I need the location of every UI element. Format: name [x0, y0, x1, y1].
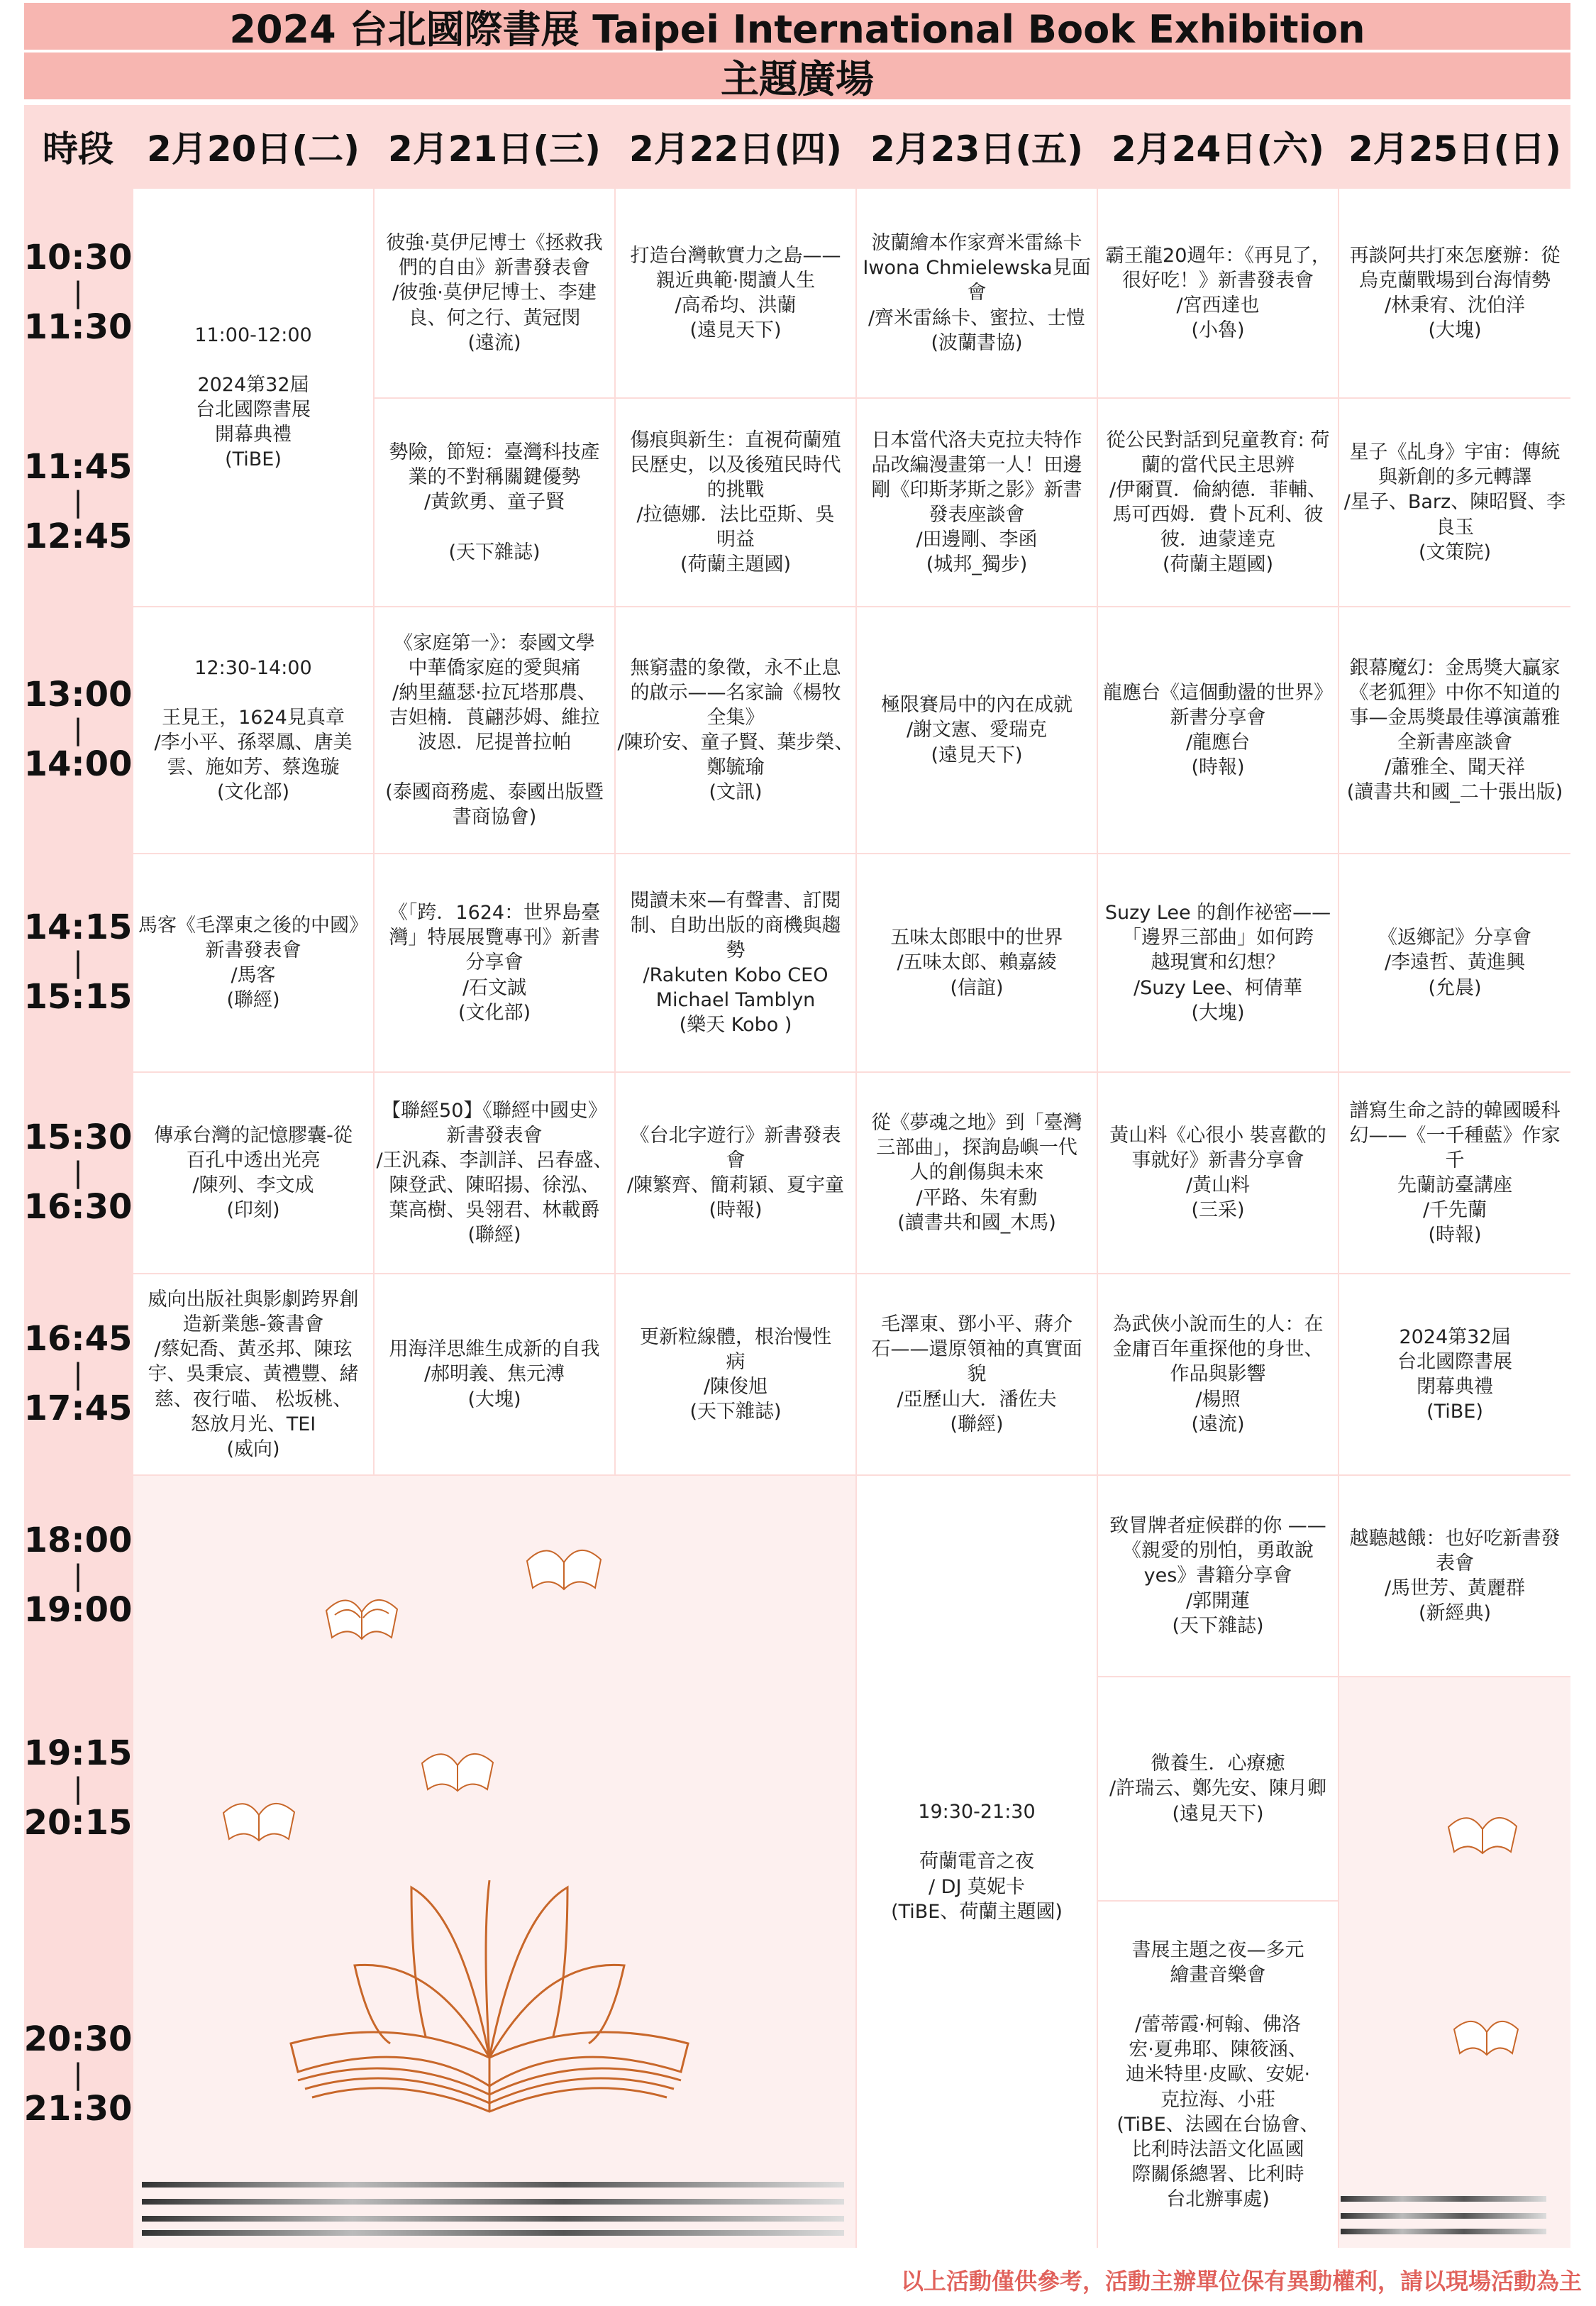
- time-slot: 15:30 | 16:30: [23, 1118, 133, 1227]
- event-cell: 用海洋思維生成新的自我 /郝明義、焦元溥 (大塊): [375, 1274, 614, 1474]
- event-cell: Suzy Lee 的創作祕密—— 「邊界三部曲」如何跨 越現實和幻想？ /Suzy Lee、柯倩華 (大塊): [1098, 854, 1338, 1071]
- time-slot: 16:45 | 17:45: [23, 1319, 133, 1428]
- header-day-0220: 2月20日(二): [146, 128, 360, 170]
- event-cell: 為武俠小說而生的人：在 金庸百年重探他的身世、 作品與影響 /楊照 (遠流): [1098, 1274, 1338, 1474]
- event-cell: 傳承台灣的記憶膠囊-從 百孔中透出光亮 /陳列、李文成 (印刻): [133, 1073, 373, 1273]
- event-cell: 《「跨．1624：世界島臺 灣」特展展覽專刊》新書 分享會 /石文誠 (文化部): [375, 854, 614, 1071]
- page-title: 2024 台北國際書展 Taipei International Book Exhibition: [24, 3, 1570, 50]
- event-cell: 極限賽局中的內在成就 /謝文憲、愛瑞克 (遠見天下): [857, 607, 1097, 853]
- event-cell: 馬客《毛澤東之後的中國》 新書發表會 /馬客 (聯經): [133, 854, 373, 1071]
- event-cell: 日本當代洛夫克拉夫特作 品改編漫畫第一人！田邊 剛《印斯茅斯之影》新書 發表座談會 /田邊剛、李函 (城邦_獨步): [857, 399, 1097, 606]
- time-slot: 13:00 | 14:00: [23, 675, 133, 784]
- event-cell: 傷痕與新生：直視荷蘭殖 民歷史，以及後殖民時代 的挑戰 /拉德娜．法比亞斯、吳 明益 (荷蘭主題國): [616, 399, 855, 606]
- event-cell: 銀幕魔幻：金馬獎大贏家 《老狐狸》中你不知道的 事—金馬獎最佳導演蕭雅 全新書座談會 /蕭雅全、聞天祥 (讀書共和國_二十張出版): [1339, 607, 1570, 853]
- event-cell: 11:00-12:00 2024第32屆 台北國際書展 開幕典禮 (TiBE): [133, 189, 373, 606]
- event-cell: 2024第32屆 台北國際書展 閉幕典禮 (TiBE): [1339, 1274, 1570, 1474]
- book-stack-decoration: [1341, 2182, 1546, 2239]
- event-cell: 致冒牌者症候群的你 —— 《親愛的別怕，勇敢說 yes》書籍分享會 /郭開蓮 (天下雜誌): [1098, 1476, 1338, 1676]
- time-slot: 18:00 | 19:00: [23, 1521, 133, 1630]
- page-subtitle: 主題廣場: [24, 53, 1570, 99]
- open-book-icon: [270, 1873, 709, 2129]
- header-day-0222: 2月22日(四): [628, 128, 843, 170]
- time-slot: 11:45 | 12:45: [23, 447, 133, 556]
- flying-book-icon: [514, 1526, 614, 1604]
- flying-book-icon: [1440, 1795, 1525, 1866]
- event-cell: 毛澤東、鄧小平、蔣介 石——還原領袖的真實面 貌 /亞歷山大．潘佐夫 (聯經): [857, 1274, 1097, 1474]
- event-cell: 譜寫生命之詩的韓國暖科 幻——《一千種藍》作家千 先蘭訪臺講座 /千先蘭 (時報): [1339, 1073, 1570, 1273]
- flying-book-icon: [213, 1781, 305, 1852]
- time-slot: 19:15 | 20:15: [23, 1733, 133, 1843]
- event-cell: 更新粒線體，根治慢性 病 /陳俊旭 (天下雜誌): [616, 1274, 855, 1474]
- flying-book-icon: [411, 1731, 504, 1802]
- flying-book-icon: [1447, 2001, 1525, 2065]
- event-cell: 【聯經50】《聯經中國史》 新書發表會 /王汎森、李訓詳、呂春盛、 陳登武、陳昭揚、徐泓、 葉高樹、吳翎君、林載爵 (聯經): [375, 1073, 614, 1273]
- schedule-grid: [24, 105, 1570, 2248]
- time-slot: 10:30 | 11:30: [23, 238, 133, 347]
- event-cell: 19:30-21:30 荷蘭電音之夜 / DJ 莫妮卡 (TiBE、荷蘭主題國): [857, 1476, 1097, 2248]
- event-cell: 打造台灣軟實力之島—— 親近典範·閱讀人生 /高希均、洪蘭 (遠見天下): [616, 189, 855, 397]
- event-cell: 霸王龍20週年：《再見了， 很好吃！》新書發表會 /宮西達也 (小魯): [1098, 189, 1338, 397]
- event-cell: 勢險，節短：臺灣科技產 業的不對稱關鍵優勢 /黃欽勇、童子賢 (天下雜誌): [375, 399, 614, 606]
- header-day-0224: 2月24日(六): [1111, 128, 1325, 170]
- footer-disclaimer: 以上活動僅供參考，活動主辦單位保有異動權利，請以現場活動為主: [900, 2268, 1582, 2295]
- event-cell: 從《夢魂之地》到「臺灣 三部曲」，探詢島嶼一代 人的創傷與未來 /平路、朱宥勳 (讀書共和國_木馬): [857, 1073, 1097, 1273]
- time-slot: 14:15 | 15:15: [23, 907, 133, 1017]
- event-cell: 12:30-14:00 王見王，1624見真章 /李小平、孫翠鳳、唐美 雲、施如芳、蔡逸璇 (文化部): [133, 607, 373, 853]
- event-cell: 龍應台《這個動盪的世界》 新書分享會 /龍應台 (時報): [1098, 607, 1338, 853]
- header-day-0221: 2月21日(三): [387, 128, 602, 170]
- event-cell: 《台北字遊行》新書發表 會 /陳繁齊、簡莉穎、夏宇童 (時報): [616, 1073, 855, 1273]
- event-cell: 星子《乩身》宇宙：傳統 與新創的多元轉譯 /星子、Barz、陳昭賢、李 良玉 (文策院): [1339, 399, 1570, 606]
- event-cell: 黃山料《心很小 裝喜歡的 事就好》新書分享會 /黃山料 (三采): [1098, 1073, 1338, 1273]
- event-cell: 閱讀未來—有聲書、訂閱 制、自助出版的商機與趨 勢 /Rakuten Kobo CEO Michael Tamblyn (樂天 Kobo ): [616, 854, 855, 1071]
- event-cell: 五味太郎眼中的世界 /五味太郎、賴嘉綾 (信誼): [857, 854, 1097, 1071]
- header-period: 時段: [43, 128, 113, 170]
- event-cell: 威向出版社與影劇跨界創 造新業態-簽書會 /蔡妃喬、黃丞邦、陳玹 宇、吳秉宸、黃禮豐、緒 慈、夜行喵、 松坂桃、 怒放月光、TEI (威向): [133, 1274, 373, 1474]
- event-cell: 彼強·莫伊尼博士《拯救我 們的自由》新書發表會 /彼強·莫伊尼博士、李建 良、何之行、黃冠閔 (遠流): [375, 189, 614, 397]
- event-cell: 從公民對話到兒童教育: 荷 蘭的當代民主思辨 /伊爾賈．倫納德．菲輔、 馬可西姆．費卜瓦利、彼 彼．迪蒙達克 (荷蘭主題國): [1098, 399, 1338, 606]
- event-cell: 無窮盡的象徵，永不止息 的啟示——名家論《楊牧 全集》 /陳玠安、童子賢、葉步榮、 鄭毓瑜 (文訊): [616, 607, 855, 853]
- flying-book-icon: [312, 1568, 411, 1653]
- header-day-0223: 2月23日(五): [870, 128, 1084, 170]
- event-cell: 《家庭第一》：泰國文學 中華僑家庭的愛與痛 /納里蘊瑟·拉瓦塔那農、 吉妲楠．莨翩莎姆、維拉 波恩．尼提普拉帕 (泰國商務處、泰國出版暨 書商協會): [375, 607, 614, 853]
- header-day-0225: 2月25日(日): [1348, 128, 1562, 170]
- event-cell: 再談阿共打來怎麼辦：從 烏克蘭戰場到台海情勢 /林秉宥、沈伯洋 (大塊): [1339, 189, 1570, 397]
- event-cell: 《返鄉記》分享會 /李遠哲、黃進興 (允晨): [1339, 854, 1570, 1071]
- empty-slot-area: [1339, 1677, 1570, 2248]
- event-cell: 越聽越餓：也好吃新書發 表會 /馬世芳、黃麗群 (新經典): [1339, 1476, 1570, 1676]
- book-stack-decoration: [142, 2182, 844, 2239]
- empty-slot-area: [133, 1476, 855, 2248]
- event-cell: 波蘭繪本作家齊米雷絲卡 Iwona Chmielewska見面 會 /齊米雷絲卡、蜜拉、士愷 (波蘭書協): [857, 189, 1097, 397]
- event-cell: 書展主題之夜—多元 繪畫音樂會 /蕾蒂霞·柯翰、佛洛 宏·夏弗耶、陳筱涵、 迪米特里·皮歐、安妮· 克拉海、小莊 (TiBE、法國在台協會、 比利時法語文化區國 際關係總署、比利時 台北辦事處): [1098, 1902, 1338, 2248]
- time-slot: 20:30 | 21:30: [23, 2019, 133, 2129]
- event-cell: 微養生．心療癒 /許瑞云、鄭先安、陳月卿 (遠見天下): [1098, 1677, 1338, 1900]
